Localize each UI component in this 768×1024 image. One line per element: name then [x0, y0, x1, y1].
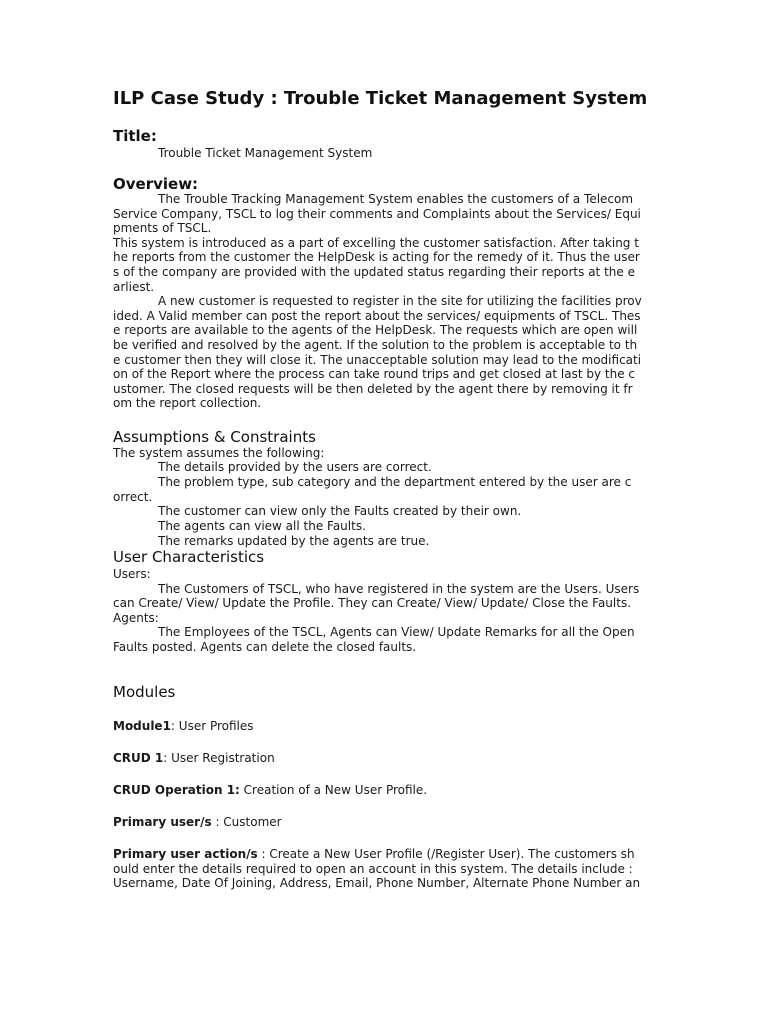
- overview-line: pments of TSCL.: [113, 221, 212, 235]
- crud-operation1-value: Creation of a New User Profile.: [239, 783, 428, 797]
- overview-line: A new customer is requested to register in the site for utilizing the facilities prov: [158, 294, 642, 308]
- crud-operation1-line: [113, 783, 427, 798]
- document-title: ILP Case Study : Trouble Ticket Management System: [113, 88, 648, 109]
- assumption-line: The problem type, sub category and the department entered by the user are c: [158, 475, 632, 489]
- user-char-line: Agents:: [113, 611, 159, 625]
- overview-line: s of the company are provided with the updated status regarding their reports at the e: [113, 265, 635, 279]
- primary-action-continuation: Username, Date Of Joining, Address, Email, Phone Number, Alternate Phone Number an: [113, 876, 641, 890]
- crud-operation1-label: CRUD Operation 1:: [113, 783, 240, 797]
- user-char-line: The Employees of the TSCL, Agents can View/ Update Remarks for all the Open: [158, 625, 635, 639]
- module1-value: : User Profiles: [170, 719, 254, 733]
- title-text: Trouble Ticket Management System: [158, 146, 373, 160]
- primary-action-label: Primary user action/s: [113, 847, 258, 861]
- crud1-line: [113, 751, 275, 766]
- primary-action-value: : Create a New User Profile (/Register User). The customers sh: [257, 847, 635, 861]
- overview-line: on of the Report where the process can take round trips and get closed at last by the c: [113, 367, 636, 381]
- user-char-line: can Create/ View/ Update the Profile. They can Create/ View/ Update/ Close the Faults.: [113, 596, 632, 610]
- module1-line: [113, 719, 254, 734]
- assumptions-heading: Assumptions & Constraints: [113, 428, 316, 446]
- assumption-line: The remarks updated by the agents are true.: [158, 534, 430, 548]
- overview-line: e reports are available to the agents of the HelpDesk. The requests which are open will: [113, 323, 638, 337]
- assumption-line: The customer can view only the Faults created by their own.: [158, 504, 522, 518]
- primary-users-label: Primary user/s: [113, 815, 212, 829]
- module1-label: Module1: [113, 719, 171, 733]
- title-heading: Title:: [113, 127, 157, 145]
- crud1-value: : User Registration: [163, 751, 275, 765]
- user-char-line: Faults posted. Agents can delete the closed faults.: [113, 640, 417, 654]
- overview-line: This system is introduced as a part of excelling the customer satisfaction. After taking t: [113, 236, 639, 250]
- overview-line: arliest.: [113, 280, 155, 294]
- overview-heading: Overview:: [113, 175, 199, 193]
- overview-line: ustomer. The closed requests will be then deleted by the agent there by removing it fr: [113, 382, 633, 396]
- primary-action-line: [113, 847, 635, 862]
- crud1-label: CRUD 1: [113, 751, 164, 765]
- primary-action-continuation: ould enter the details required to open an account in this system. The details include :: [113, 862, 633, 876]
- assumption-line: orrect.: [113, 490, 153, 504]
- overview-line: ided. A Valid member can post the report about the services/ equipments of TSCL. Thes: [113, 309, 641, 323]
- user-characteristics-heading: User Characteristics: [113, 548, 265, 566]
- overview-line: he reports from the customer the HelpDesk is acting for the remedy of it. Thus the user: [113, 250, 640, 264]
- assumption-line: The agents can view all the Faults.: [158, 519, 366, 533]
- overview-line: e customer then they will close it. The unacceptable solution may lead to the modificati: [113, 353, 642, 367]
- overview-line: Service Company, TSCL to log their comments and Complaints about the Services/ Equi: [113, 207, 641, 221]
- user-char-line: Users:: [113, 567, 151, 581]
- primary-users-line: [113, 815, 282, 830]
- assumption-line: The system assumes the following:: [113, 446, 325, 460]
- primary-users-value: : Customer: [211, 815, 282, 829]
- overview-line: The Trouble Tracking Management System enables the customers of a Telecom: [158, 192, 634, 206]
- overview-line: be verified and resolved by the agent. If the solution to the problem is acceptable to th: [113, 338, 638, 352]
- overview-line: om the report collection.: [113, 396, 262, 410]
- assumption-line: The details provided by the users are correct.: [158, 460, 432, 474]
- modules-heading: Modules: [113, 683, 176, 701]
- user-char-line: The Customers of TSCL, who have registered in the system are the Users. Users: [158, 582, 640, 596]
